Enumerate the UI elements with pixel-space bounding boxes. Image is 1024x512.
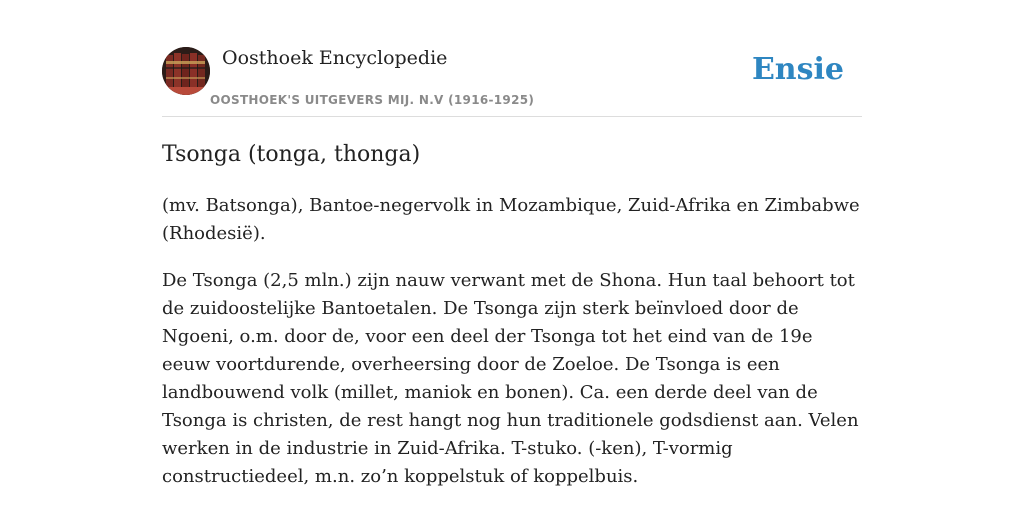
entry-title: Tsonga (tonga, thonga): [162, 142, 421, 167]
site-subtitle: OOSTHOEK'S UITGEVERS MIJ. N.V (1916-1925): [210, 93, 535, 107]
book-spines-avatar-icon: [162, 47, 210, 95]
book-spines-avatar-icon[interactable]: [162, 47, 210, 95]
entry-paragraph-2: De Tsonga (2,5 mln.) zijn nauw verwant met de Shona. Hun taal behoort tot de zuidoostelijke Bantoetalen. De Tsonga zijn sterk beïnvloed door de Ngoeni, o.m. door de, voor een deel der Tsonga tot het eind van de 19e eeuw voortdurende, overheersing door de Zoeloe. De Tsonga is een landbouwend volk (millet, maniok en bonen). Ca. een derde deel van de Tsonga is christen, de rest hangt nog hun traditionele godsdienst aan. Velen werken in de industrie in Zuid-Afrika. T-stuko. (-ken), T-vormig constructiedeel, m.n. zo’n koppelstuk of koppelbuis.: [162, 270, 859, 487]
header: [162, 46, 862, 117]
site-title[interactable]: Oosthoek Encyclopedie: [222, 47, 448, 69]
brand-logo[interactable]: Ensie: [751, 52, 844, 87]
entry-paragraph-1: (mv. Batsonga), Bantoe-negervolk in Mozambique, Zuid-Afrika en Zimbabwe (Rhodesië).: [162, 195, 860, 244]
